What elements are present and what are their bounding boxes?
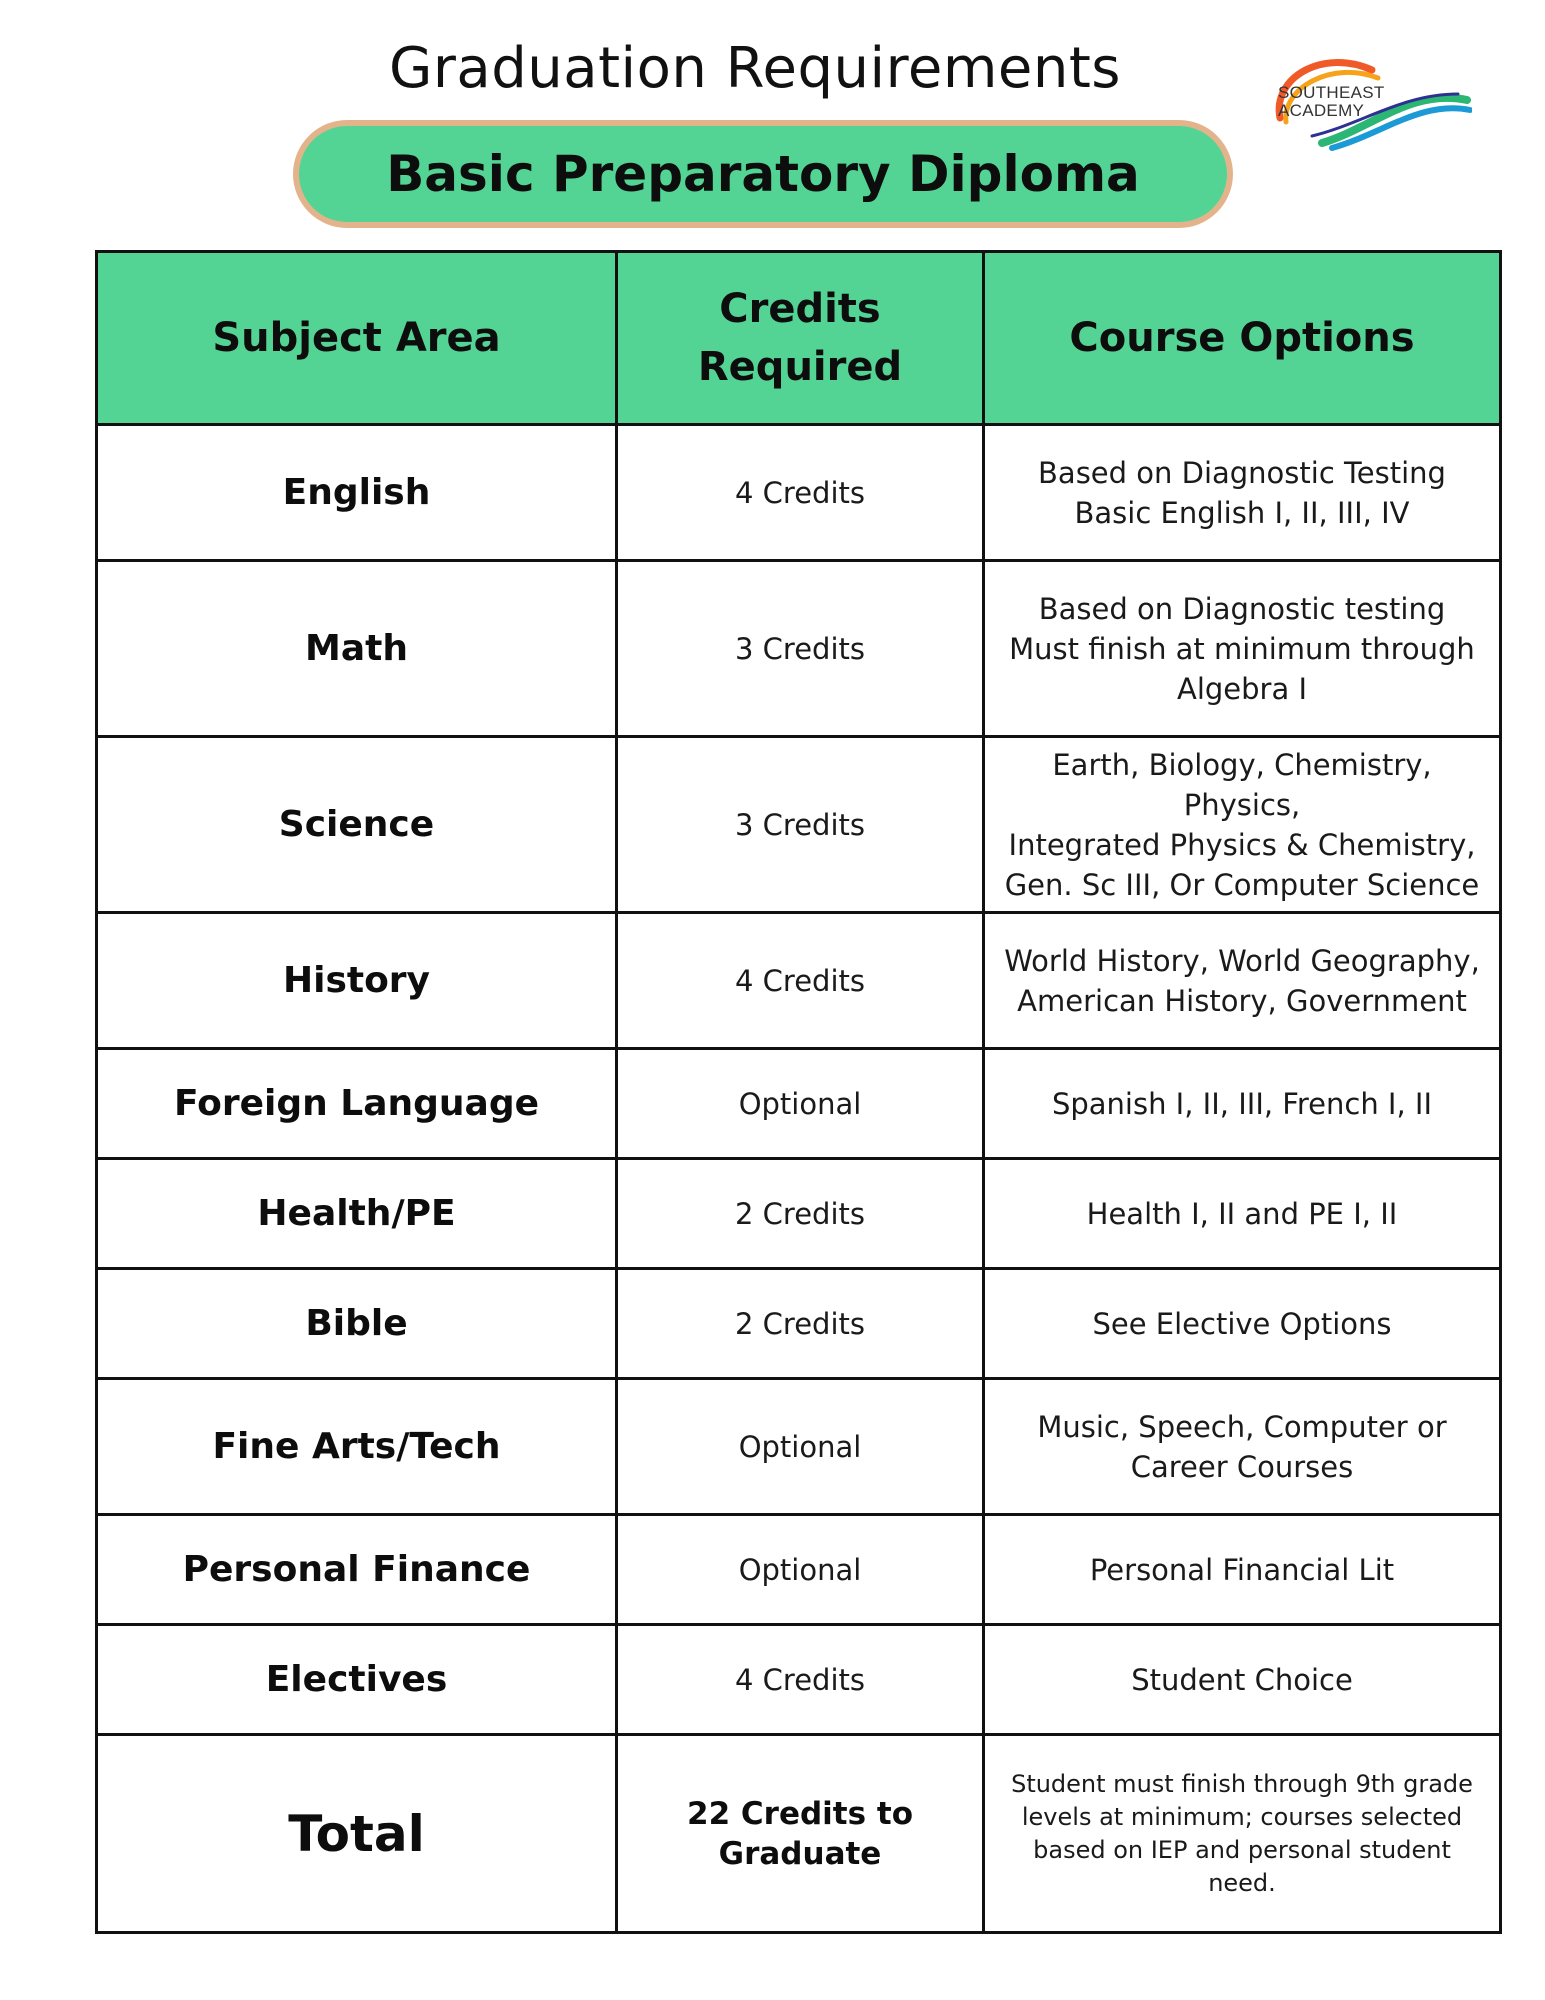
- credits-cell: 4 Credits: [617, 425, 984, 561]
- credits-cell: Optional: [617, 1379, 984, 1515]
- options-cell: World History, World Geography, American History, Government: [984, 913, 1501, 1049]
- diploma-banner: [293, 120, 1233, 228]
- table-row: [97, 913, 1501, 1049]
- subject-cell: English: [97, 425, 617, 561]
- table-header-row: [97, 252, 1501, 425]
- school-logo: [1262, 48, 1472, 158]
- options-cell: Earth, Biology, Chemistry, Physics, Integrated Physics & Chemistry, Gen. Sc III, Or Computer Science: [984, 737, 1501, 913]
- table-row: [97, 1269, 1501, 1379]
- table-row: [97, 737, 1501, 913]
- options-cell: Based on Diagnostic Testing Basic English I, II, III, IV: [984, 425, 1501, 561]
- credits-cell: Optional: [617, 1515, 984, 1625]
- credits-cell: Optional: [617, 1049, 984, 1159]
- options-cell: Personal Financial Lit: [984, 1515, 1501, 1625]
- options-cell: See Elective Options: [984, 1269, 1501, 1379]
- logo-text-line2: ACADEMY: [1278, 101, 1365, 120]
- credits-cell: 2 Credits: [617, 1269, 984, 1379]
- table-row: [97, 1159, 1501, 1269]
- header-credits-required: Credits Required: [617, 252, 984, 425]
- credits-cell: 3 Credits: [617, 561, 984, 737]
- header-course-options: Course Options: [984, 252, 1501, 425]
- total-label: Total: [97, 1735, 617, 1933]
- requirements-table: [95, 250, 1502, 1934]
- total-note: Student must finish through 9th grade levels at minimum; courses selected based on IEP and personal student need.: [984, 1735, 1501, 1933]
- table-row: [97, 1625, 1501, 1735]
- table-row: [97, 1049, 1501, 1159]
- table-row: [97, 425, 1501, 561]
- header-subject-area: Subject Area: [97, 252, 617, 425]
- options-cell: Health I, II and PE I, II: [984, 1159, 1501, 1269]
- options-cell: Based on Diagnostic testing Must finish at minimum through Algebra I: [984, 561, 1501, 737]
- credits-cell: 2 Credits: [617, 1159, 984, 1269]
- table-row: [97, 561, 1501, 737]
- subject-cell: Math: [97, 561, 617, 737]
- options-cell: Student Choice: [984, 1625, 1501, 1735]
- total-row: [97, 1735, 1501, 1933]
- subject-cell: Fine Arts/Tech: [97, 1379, 617, 1515]
- credits-cell: 4 Credits: [617, 913, 984, 1049]
- credits-cell: 4 Credits: [617, 1625, 984, 1735]
- subject-cell: Health/PE: [97, 1159, 617, 1269]
- subject-cell: Science: [97, 737, 617, 913]
- table-row: [97, 1379, 1501, 1515]
- diploma-title: Basic Preparatory Diploma: [386, 145, 1140, 203]
- table-row: [97, 1515, 1501, 1625]
- options-cell: Spanish I, II, III, French I, II: [984, 1049, 1501, 1159]
- logo-text-line1: SOUTHEAST: [1278, 83, 1385, 102]
- subject-cell: History: [97, 913, 617, 1049]
- subject-cell: Foreign Language: [97, 1049, 617, 1159]
- options-cell: Music, Speech, Computer or Career Courses: [984, 1379, 1501, 1515]
- subject-cell: Personal Finance: [97, 1515, 617, 1625]
- credits-cell: 3 Credits: [617, 737, 984, 913]
- subject-cell: Bible: [97, 1269, 617, 1379]
- page-title: Graduation Requirements: [389, 36, 1121, 101]
- subject-cell: Electives: [97, 1625, 617, 1735]
- total-credits: 22 Credits to Graduate: [617, 1735, 984, 1933]
